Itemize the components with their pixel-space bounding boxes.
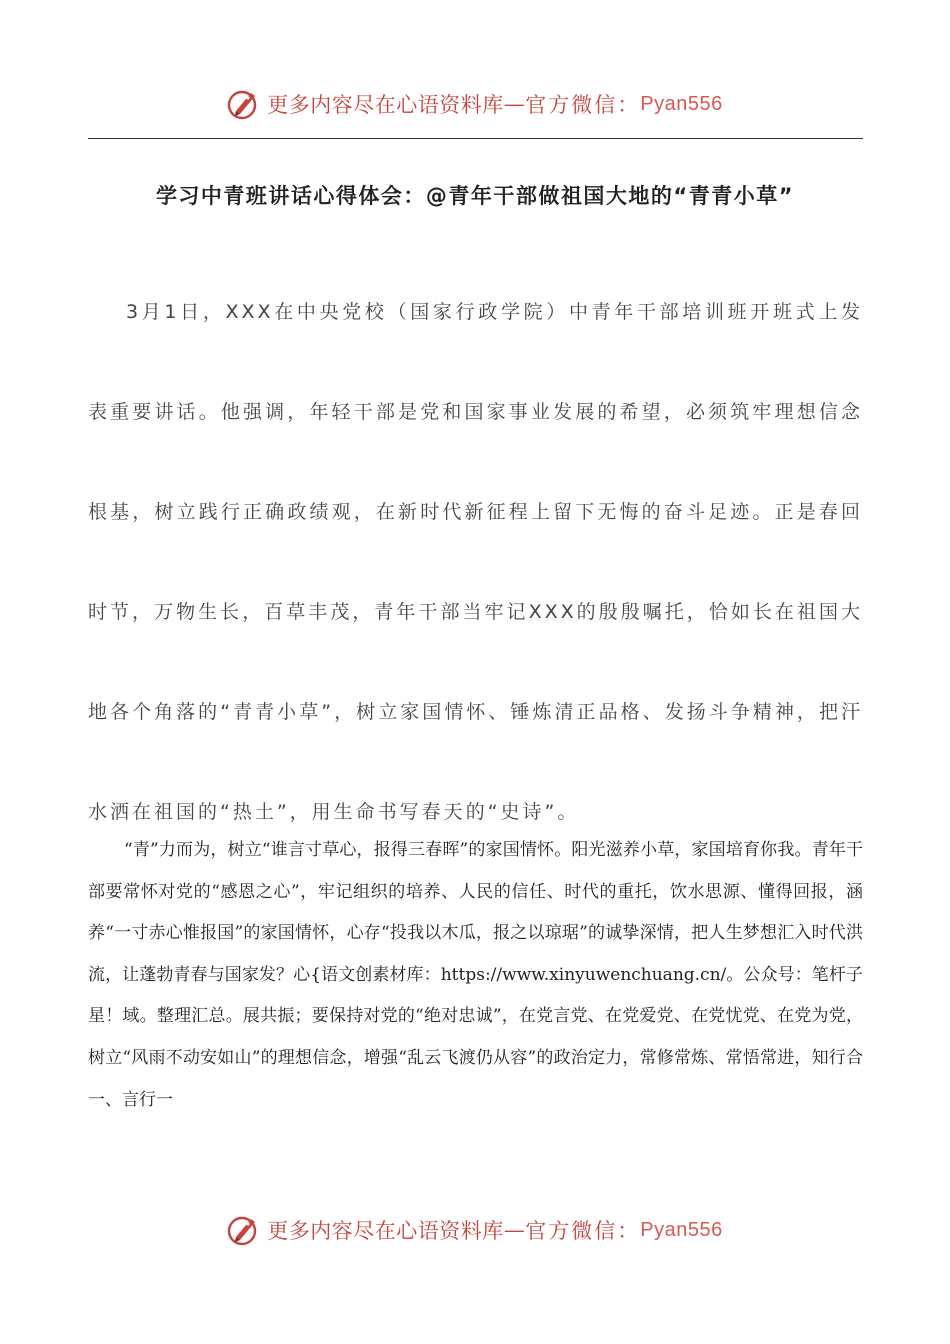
banner-wechat-label: 官方微信： xyxy=(525,93,641,117)
banner-wechat-id: Pyan556 xyxy=(640,92,723,115)
body-paragraph-1: 3月1日，XXX在中央党校（国家行政学院）中青年干部培训班开班式上发表重要讲话。他强调，年轻干部是党和国家事业发展的希望，必须筑牢理想信念根基，树立践行正确政绩观，在新时代新征程上留下无悔的奋斗足迹。正是春回时节，万物生长，百草丰茂，青年干部当牢记XXX的殷殷嘱托，恰如长在祖国大地各个角落的“青青小草”，树立家国情怀、锤炼清正品格、发扬斗争精神，把汗水洒在祖国的“热土”，用生命书写春天的“史诗”。 xyxy=(88,301,863,823)
banner-separator: — xyxy=(503,92,526,116)
footer-slogan: 更多内容尽在心语资料库 xyxy=(267,1219,504,1243)
pen-logo-icon xyxy=(227,1213,261,1247)
footer-wechat-label: 官方微信： xyxy=(525,1219,641,1243)
footer-wechat-id: Pyan556 xyxy=(640,1218,723,1241)
footer-separator: — xyxy=(503,1218,526,1242)
banner-slogan: 更多内容尽在心语资料库 xyxy=(267,93,504,117)
document-title: 学习中青班讲话心得体会：@青年干部做祖国大地的“青青小草” xyxy=(155,184,795,208)
footer-banner xyxy=(0,1208,950,1252)
header-banner xyxy=(0,82,950,126)
pen-logo-icon xyxy=(227,87,261,121)
body-paragraph-2: “青”力而为，树立“谁言寸草心，报得三春晖”的家国情怀。阳光滋养小草，家国培育你我。青年干部要常怀对党的“感恩之心”，牢记组织的培养、人民的信任、时代的重托，饮水思源、懂得回报，涵养“一寸赤心惟报国”的家国情怀，心存“投我以木瓜，报之以琼琚”的诚挚深情，把人生梦想汇入时代洪流，让蓬勃青春与国家发？心{语文创素材库：https://www.xinyuwenchuang.cn/。公众号：笔杆子星！域。整理汇总。展共振；要保持对党的“绝对忠诚”，在党言党、在党爱党、在党忧党、在党为党，树立“风雨不动安如山”的理想信念，增强“乱云飞渡仍从容”的政治定力，常修常炼、常悟常进，知行合一、言行一 xyxy=(88,840,863,1110)
header-divider xyxy=(88,138,863,139)
